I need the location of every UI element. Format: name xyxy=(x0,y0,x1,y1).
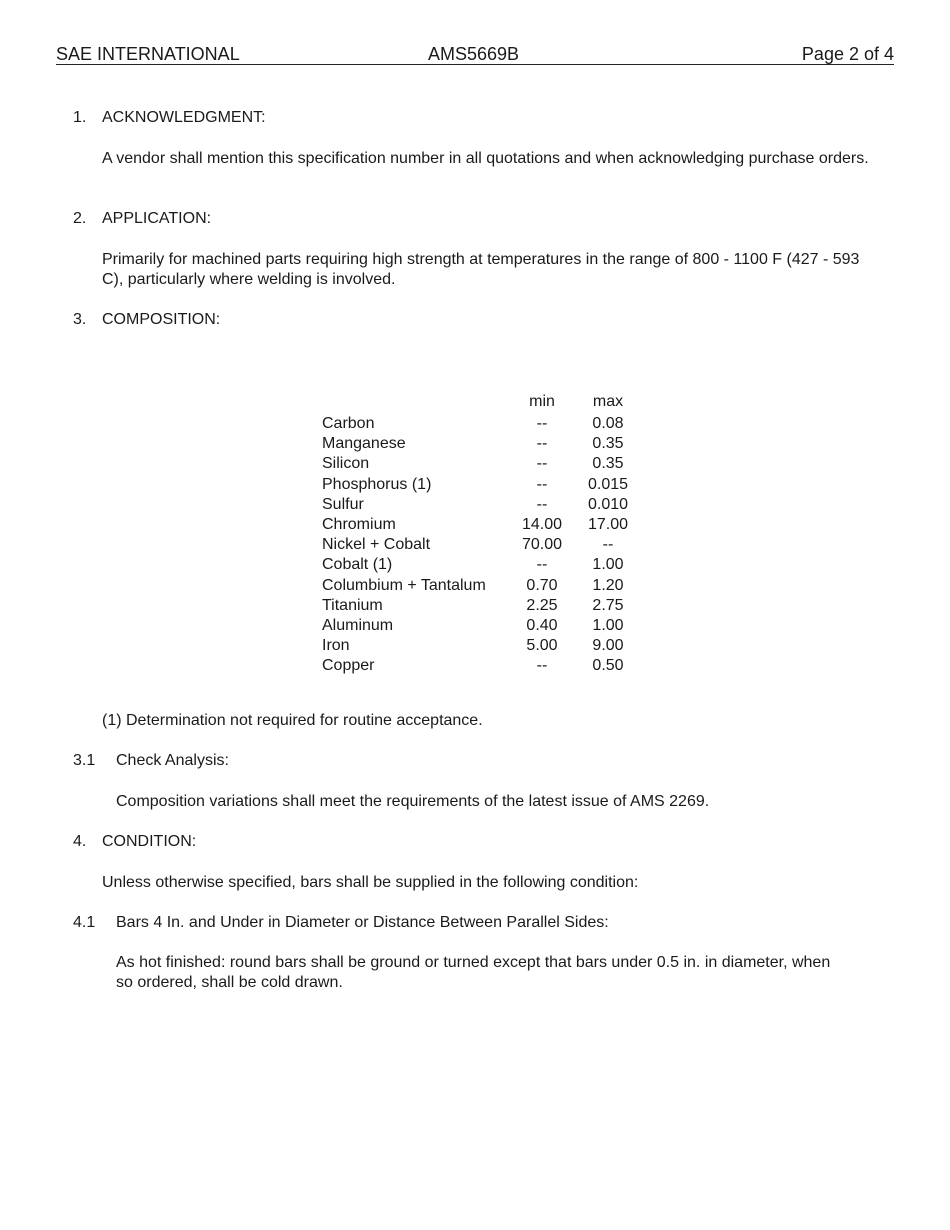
section-1-body: A vendor shall mention this specification number in all quotations and when acknowledging purchase orders. xyxy=(102,150,869,167)
composition-max-value: -- xyxy=(602,536,614,553)
section-2-title: APPLICATION: xyxy=(102,210,212,227)
composition-min-value: -- xyxy=(536,435,548,452)
composition-element: Copper xyxy=(322,657,375,674)
composition-element: Titanium xyxy=(322,597,383,614)
page-header xyxy=(56,44,894,65)
section-2-number: 2. xyxy=(73,210,87,227)
composition-element: Aluminum xyxy=(322,617,394,634)
section-4-1-body: As hot finished: round bars shall be ground or turned except that bars under 0.5 in. in diameter, when so ordered, shall be cold drawn. xyxy=(116,954,831,991)
composition-max-value: 1.00 xyxy=(592,556,624,573)
composition-min-value: -- xyxy=(536,496,548,513)
header-document-number: AMS5669B xyxy=(428,44,520,64)
composition-header-min: min xyxy=(529,393,555,410)
composition-min-value: 0.40 xyxy=(526,617,558,634)
composition-footnote: (1) Determination not required for routine acceptance. xyxy=(102,712,483,729)
composition-max-value: 0.015 xyxy=(587,476,629,493)
composition-min-value: 70.00 xyxy=(521,536,563,553)
section-3-number: 3. xyxy=(73,311,87,328)
composition-element: Carbon xyxy=(322,415,375,432)
composition-element: Manganese xyxy=(322,435,406,452)
section-4-1-title: Bars 4 In. and Under in Diameter or Distance Between Parallel Sides: xyxy=(116,914,609,931)
composition-min-value: -- xyxy=(536,657,548,674)
composition-min-value: 2.25 xyxy=(526,597,558,614)
composition-max-value: 1.20 xyxy=(592,577,624,594)
composition-max-value: 0.35 xyxy=(592,435,624,452)
composition-element: Sulfur xyxy=(322,496,364,513)
section-2-body: Primarily for machined parts requiring high strength at temperatures in the range of 800 - 1100 F (427 - 593 C), particularly where welding is involved. xyxy=(102,251,860,288)
composition-max-value: 1.00 xyxy=(592,617,624,634)
composition-element: Cobalt (1) xyxy=(322,556,393,573)
section-4-title: CONDITION: xyxy=(102,833,197,850)
composition-element: Iron xyxy=(322,637,350,654)
header-organization: SAE INTERNATIONAL xyxy=(56,44,240,64)
composition-min-value: -- xyxy=(536,415,548,432)
section-3-title: COMPOSITION: xyxy=(102,311,221,328)
composition-element: Silicon xyxy=(322,455,370,472)
section-1-title: ACKNOWLEDGMENT: xyxy=(102,109,266,126)
composition-max-value: 0.50 xyxy=(592,657,624,674)
composition-min-value: -- xyxy=(536,556,548,573)
composition-min-value: 0.70 xyxy=(526,577,558,594)
composition-max-value: 9.00 xyxy=(592,637,624,654)
section-4-body: Unless otherwise specified, bars shall be supplied in the following condition: xyxy=(102,874,639,891)
composition-element: Phosphorus (1) xyxy=(322,476,432,493)
composition-min-value: 5.00 xyxy=(526,637,558,654)
composition-min-value: -- xyxy=(536,455,548,472)
section-3-1-title: Check Analysis: xyxy=(116,752,229,769)
header-page-number: Page 2 of 4 xyxy=(801,44,894,64)
section-1-number: 1. xyxy=(73,109,87,126)
section-3-1-number: 3.1 xyxy=(73,752,96,769)
section-4-number: 4. xyxy=(73,833,87,850)
section-4-1-number: 4.1 xyxy=(73,914,96,931)
section-3-1-body: Composition variations shall meet the requirements of the latest issue of AMS 2269. xyxy=(116,793,710,810)
composition-max-value: 0.35 xyxy=(592,455,624,472)
composition-element: Chromium xyxy=(322,516,396,533)
composition-min-value: -- xyxy=(536,476,548,493)
composition-max-value: 17.00 xyxy=(587,516,629,533)
composition-max-value: 2.75 xyxy=(592,597,624,614)
composition-element: Columbium + Tantalum xyxy=(322,577,486,594)
composition-max-value: 0.08 xyxy=(592,415,624,432)
composition-element: Nickel + Cobalt xyxy=(322,536,431,553)
composition-header-max: max xyxy=(592,393,624,410)
composition-min-value: 14.00 xyxy=(521,516,563,533)
composition-max-value: 0.010 xyxy=(587,496,629,513)
